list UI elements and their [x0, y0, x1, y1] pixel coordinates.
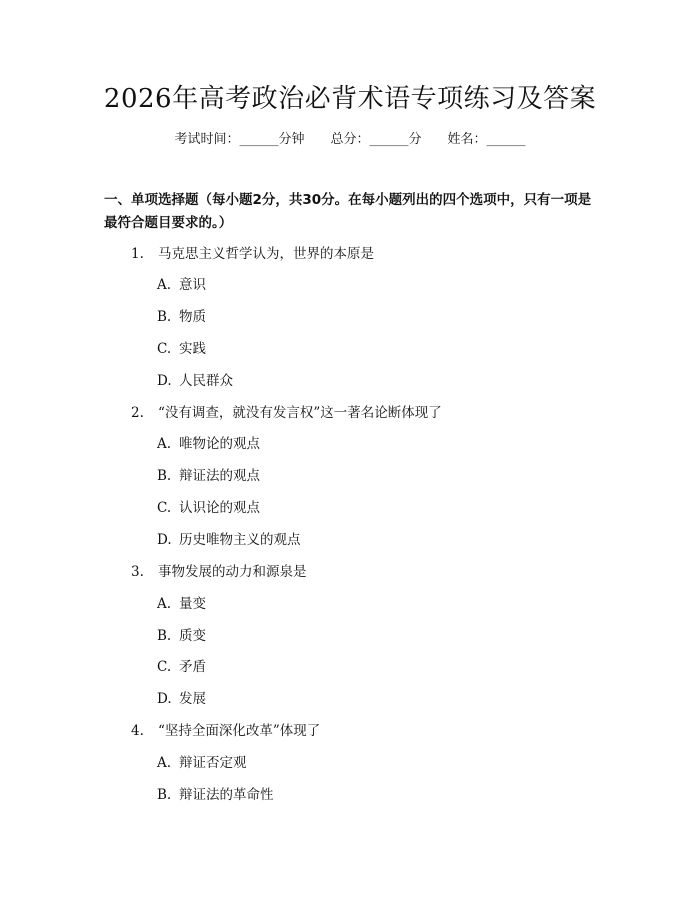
total-score-field: 总分：______分 — [330, 132, 422, 147]
question-text: 马克思主义哲学认为，世界的本原是 — [158, 246, 374, 262]
exam-time-field: 考试时间：______分钟 — [174, 132, 305, 147]
option-text: 认识论的观点 — [179, 500, 260, 516]
option-text: 意识 — [179, 277, 206, 293]
option-letter: D. — [157, 373, 172, 389]
question-2-option-d — [157, 530, 301, 550]
option-letter: B. — [157, 468, 172, 484]
question-number: 4. — [131, 723, 144, 739]
document-title: 2026年高考政治必背术语专项练习及答案 — [103, 84, 597, 114]
option-text: 人民群众 — [179, 373, 233, 389]
student-name-field: 姓名：______ — [447, 132, 526, 147]
question-2 — [131, 403, 442, 423]
option-text: 物质 — [179, 309, 206, 325]
option-letter: C. — [157, 659, 172, 675]
option-text: 量变 — [179, 596, 206, 612]
question-3-option-b — [157, 626, 206, 646]
option-text: 辩证否定观 — [179, 755, 247, 771]
option-letter: A. — [157, 596, 172, 612]
option-letter: B. — [157, 628, 172, 644]
question-text: “坚持全面深化改革”体现了 — [158, 723, 321, 739]
question-3-option-c — [157, 657, 206, 677]
option-letter: C. — [157, 500, 172, 516]
question-text: “没有调查，就没有发言权”这一著名论断体现了 — [158, 405, 442, 421]
option-text: 唯物论的观点 — [179, 436, 260, 452]
option-letter: D. — [157, 532, 172, 548]
question-2-option-a — [157, 434, 260, 454]
option-letter: C. — [157, 341, 172, 357]
question-text: 事物发展的动力和源泉是 — [158, 564, 307, 580]
question-2-option-c — [157, 498, 260, 518]
option-letter: D. — [157, 691, 172, 707]
question-4 — [131, 721, 320, 741]
option-text: 发展 — [179, 691, 206, 707]
question-1 — [131, 244, 374, 264]
option-text: 实践 — [179, 341, 206, 357]
option-text: 辩证法的革命性 — [179, 787, 274, 803]
question-3-option-d — [157, 689, 206, 709]
question-1-option-b — [157, 307, 206, 327]
option-text: 历史唯物主义的观点 — [179, 532, 301, 548]
option-letter: B. — [157, 309, 172, 325]
question-3 — [131, 562, 307, 582]
question-1-option-c — [157, 339, 206, 359]
section-heading: 一、单项选择题（每小题2分，共30分。在每小题列出的四个选项中，只有一项是最符合题目要求的。） — [104, 192, 592, 231]
option-text: 质变 — [179, 628, 206, 644]
question-number: 3. — [131, 564, 144, 580]
question-1-option-d — [157, 371, 233, 391]
option-text: 辩证法的观点 — [179, 468, 260, 484]
option-letter: A. — [157, 277, 172, 293]
question-number: 2. — [131, 405, 144, 421]
question-4-option-b — [157, 785, 274, 805]
question-3-option-a — [157, 594, 206, 614]
question-2-option-b — [157, 466, 260, 486]
exam-info-line — [0, 131, 700, 149]
question-1-option-a — [157, 275, 206, 295]
question-number: 1. — [131, 246, 144, 262]
option-letter: A. — [157, 755, 172, 771]
option-letter: A. — [157, 436, 172, 452]
option-letter: B. — [157, 787, 172, 803]
question-4-option-a — [157, 753, 247, 773]
option-text: 矛盾 — [179, 659, 206, 675]
